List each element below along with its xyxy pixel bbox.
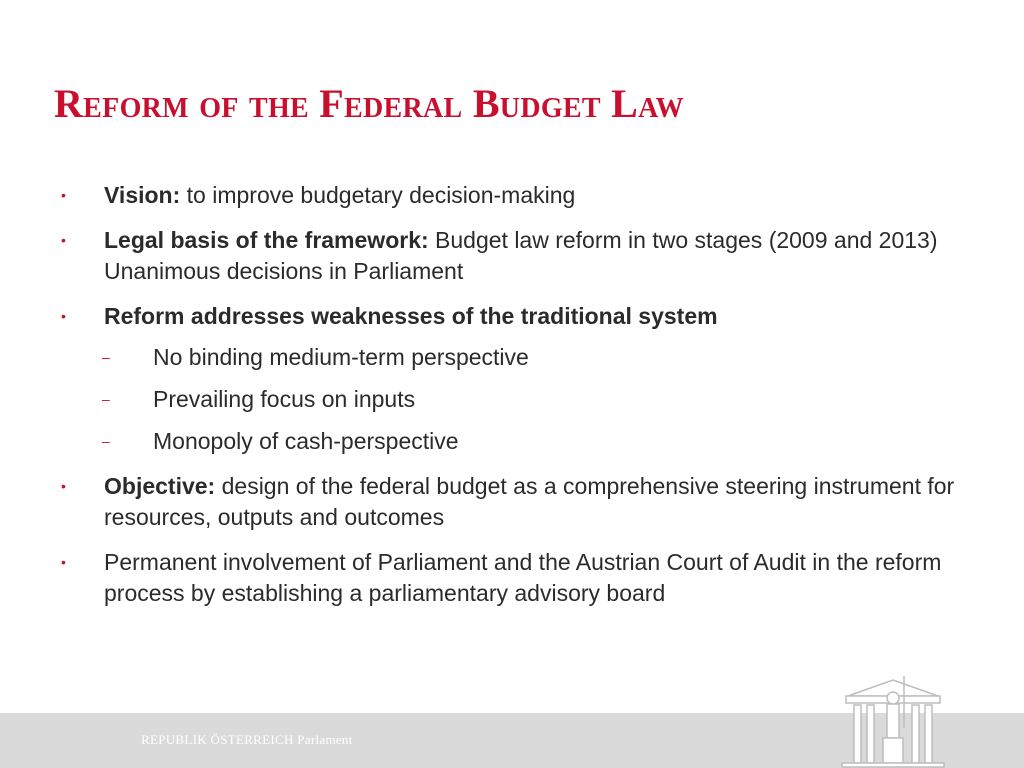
bullet-marker: • [61,308,66,324]
bullet-objective [58,471,958,533]
bullet-marker: • [61,554,66,570]
bullet-permanent-involvement [58,547,958,609]
bullet-text [104,180,958,211]
sub-bullet-text: Prevailing focus on inputs [153,386,416,412]
footer-text: REPUBLIK ÖSTERREICH Parlament [141,732,353,747]
bullet-text [104,471,958,533]
sub-bullet-marker: – [102,349,110,365]
bullet-reform-weaknesses [58,301,958,332]
bullet-list [58,180,958,623]
bullet-marker: • [61,478,66,494]
sub-bullet-text: Monopoly of cash-perspective [153,428,459,454]
bullet-text [104,547,958,609]
sub-bullet-text: No binding medium-term perspective [153,344,529,370]
bullet-body: design of the federal budget as a comprehensive steering instrument for resources, outputs and outcomes [104,473,955,530]
bullet-marker: • [61,232,66,248]
sub-bullet-list [58,342,958,457]
bullet-body: Permanent involvement of Parliament and the Austrian Court of Audit in the reform process by establishing a parliamentary advisory board [104,549,942,606]
bullet-vision [58,180,958,211]
slide-title: Reform of the Federal Budget Law [54,81,684,126]
bullet-legal-basis [58,225,958,287]
bullet-bold: Legal basis of the framework: [104,227,429,253]
bullet-text [104,301,958,332]
bullet-text [104,225,958,287]
bullet-bold: Objective: [104,473,216,499]
bullet-bold: Vision: [104,182,181,208]
sub-bullet-marker: – [102,391,110,407]
parliament-building-icon [838,668,948,768]
sub-bullet-marker: – [102,433,110,449]
sub-bullet [58,342,958,373]
sub-bullet [58,384,958,415]
bullet-bold: Reform addresses weaknesses of the traditional system [104,303,718,329]
sub-bullet [58,426,958,457]
bullet-marker: • [61,187,66,203]
bullet-body: Budget law reform in two stages (2009 and 2013) Unanimous decisions in Parliament [104,227,938,284]
bullet-body: to improve budgetary decision-making [180,182,576,208]
